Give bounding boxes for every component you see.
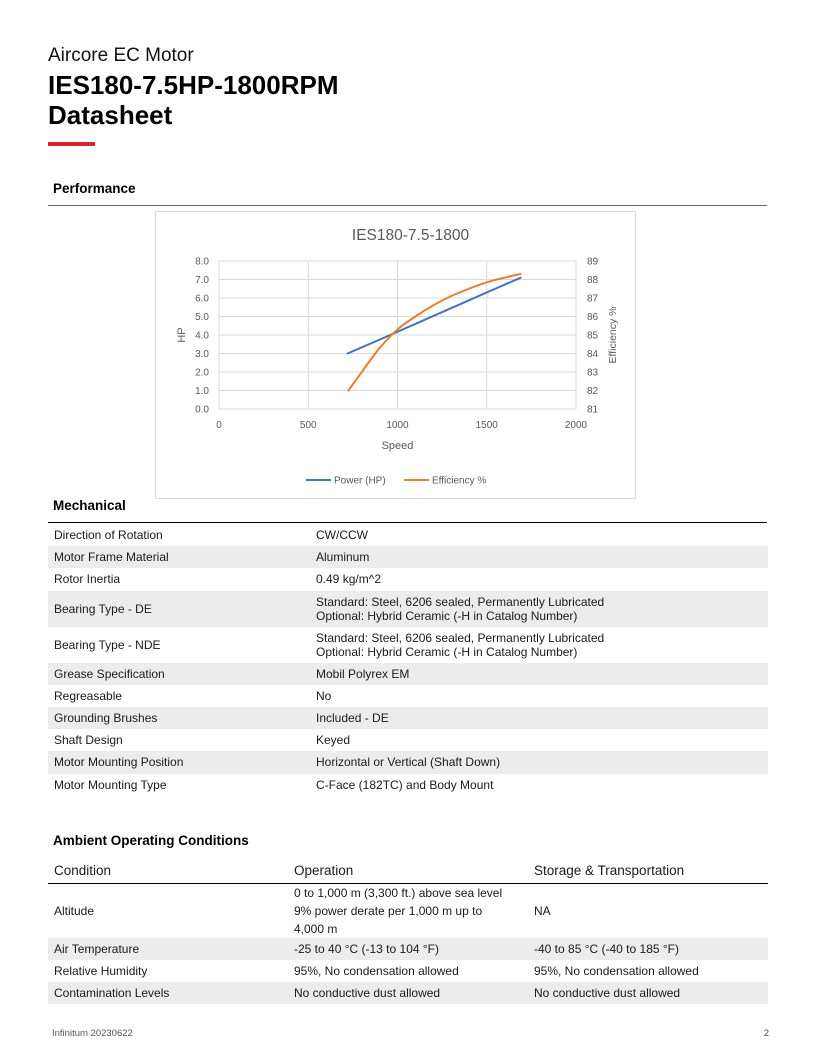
spec-label: Motor Frame Material [48, 546, 310, 568]
legend-label: Power (HP) [334, 475, 386, 487]
table-row [48, 663, 768, 685]
condition-cell: Contamination Levels [48, 982, 288, 1004]
table-row [48, 960, 768, 982]
table-row [48, 774, 768, 796]
table-row [48, 883, 768, 938]
spec-value-line: Aluminum [316, 550, 370, 565]
mechanical-table [48, 524, 768, 796]
table-row [48, 627, 768, 663]
spec-value [310, 663, 768, 685]
spec-value [310, 591, 768, 627]
x-tick-label: 1500 [475, 420, 498, 431]
storage-cell: 95%, No condensation allowed [534, 963, 699, 978]
series-line-efficiency [348, 274, 520, 391]
spec-label: Direction of Rotation [54, 528, 163, 543]
y2-axis-label: Efficiency % [607, 306, 619, 364]
title-line-1: IES180-7.5HP-1800RPM [48, 70, 339, 100]
spec-value-line: CW/CCW [316, 528, 368, 543]
spec-value-line: Keyed [316, 733, 351, 748]
section-heading-mechanical: Mechanical [53, 498, 126, 513]
y-tick-label: 7.0 [195, 275, 209, 286]
ambient-table [48, 859, 768, 1004]
table-row [48, 591, 768, 627]
operation-line: No conductive dust allowed [294, 985, 441, 1000]
spec-label: Regreasable [54, 688, 123, 703]
spec-value [310, 568, 768, 590]
performance-chart [155, 211, 636, 499]
x-tick-label: 1000 [386, 420, 409, 431]
title-accent-bar [48, 142, 95, 146]
spec-value-line: Mobil Polyrex EM [316, 666, 410, 681]
spec-value-line: No [316, 688, 332, 703]
x-axis-label: Speed [381, 440, 414, 452]
spec-label: Grease Specification [48, 663, 310, 685]
y2-tick-label: 81 [587, 404, 599, 416]
x-tick-label: 0 [216, 420, 222, 431]
condition-cell: Air Temperature [48, 938, 288, 960]
table-row [48, 982, 768, 1004]
column-header: Operation [288, 859, 528, 883]
section-heading-ambient: Ambient Operating Conditions [53, 833, 249, 848]
operation-line: 0 to 1,000 m (3,300 ft.) above sea level [294, 885, 503, 900]
spec-label: Grounding Brushes [48, 707, 310, 729]
spec-value [310, 524, 768, 546]
y-tick-label: 8.0 [195, 256, 209, 268]
y2-tick-label: 89 [587, 256, 599, 268]
footer-label: Infinitum 20230622 [52, 1028, 133, 1039]
table-row [48, 685, 768, 707]
y-axis-label: HP [176, 327, 188, 343]
spec-label: Rotor Inertia [54, 572, 121, 587]
table-row [48, 524, 768, 546]
column-header: Storage & Transportation [528, 859, 768, 883]
spec-value [310, 685, 768, 707]
y2-tick-label: 85 [587, 330, 599, 342]
pre-title: Aircore EC Motor [48, 45, 194, 66]
spec-label: Motor Mounting Type [54, 777, 167, 792]
y2-tick-label: 88 [587, 275, 599, 286]
spec-value-line: Horizontal or Vertical (Shaft Down) [316, 755, 501, 770]
page-number: 2 [763, 1028, 769, 1039]
spec-value-line: Standard: Steel, 6206 sealed, Permanently Lubricated [316, 594, 605, 609]
section-rule [48, 522, 767, 523]
spec-value [310, 627, 768, 663]
spec-value [310, 707, 768, 729]
x-tick-label: 500 [299, 420, 317, 431]
spec-value-line: Optional: Hybrid Ceramic (-H in Catalog Number) [316, 644, 578, 659]
operation-line: 95%, No condensation allowed [294, 963, 459, 978]
spec-value [310, 546, 768, 568]
spec-value [310, 774, 768, 796]
operation-cell [288, 883, 528, 938]
spec-label: Bearing Type - NDE [54, 637, 161, 652]
section-rule [48, 205, 767, 206]
y2-tick-label: 84 [587, 349, 599, 360]
chart-svg [156, 212, 637, 500]
table-row [48, 729, 768, 751]
condition-cell: Relative Humidity [54, 963, 148, 978]
y-tick-label: 1.0 [195, 386, 209, 397]
table-row [48, 707, 768, 729]
operation-cell [288, 938, 528, 960]
table-header-row [48, 859, 768, 883]
y-tick-label: 6.0 [195, 293, 209, 305]
operation-cell [288, 982, 528, 1004]
page-title [48, 70, 338, 130]
legend-label: Efficiency % [432, 475, 487, 487]
y-tick-label: 3.0 [195, 349, 209, 360]
spec-label: Motor Mounting Position [48, 751, 310, 773]
y-tick-label: 4.0 [195, 330, 209, 342]
operation-line: -25 to 40 °C (-13 to 104 °F) [294, 941, 439, 956]
spec-value-line: 0.49 kg/m^2 [316, 572, 381, 587]
table-row [48, 546, 768, 568]
spec-value [310, 751, 768, 773]
operation-line: 4,000 m [294, 921, 338, 936]
spec-label: Shaft Design [54, 733, 123, 748]
series-line-power [348, 278, 521, 354]
table-row [48, 751, 768, 773]
y-tick-label: 5.0 [195, 312, 209, 323]
title-line-2: Datasheet [48, 100, 173, 130]
storage-cell: -40 to 85 °C (-40 to 185 °F) [528, 938, 768, 960]
table-row [48, 568, 768, 590]
y-tick-label: 0.0 [195, 404, 209, 416]
y2-tick-label: 82 [587, 386, 599, 397]
table-row [48, 938, 768, 960]
storage-cell: NA [534, 903, 551, 918]
column-header: Condition [48, 859, 288, 883]
y2-tick-label: 86 [587, 312, 599, 323]
x-tick-label: 2000 [564, 420, 588, 431]
operation-line: 9% power derate per 1,000 m up to [294, 903, 483, 918]
operation-cell [288, 960, 528, 982]
section-heading-performance: Performance [53, 181, 136, 196]
spec-label: Bearing Type - DE [48, 591, 310, 627]
y2-tick-label: 87 [587, 293, 599, 305]
storage-cell: No conductive dust allowed [528, 982, 768, 1004]
spec-value-line: Included - DE [316, 711, 389, 726]
y2-tick-label: 83 [587, 367, 599, 379]
spec-value-line: Optional: Hybrid Ceramic (-H in Catalog Number) [316, 608, 578, 623]
spec-value-line: Standard: Steel, 6206 sealed, Permanently Lubricated [316, 630, 605, 645]
condition-cell: Altitude [54, 903, 95, 918]
y-tick-label: 2.0 [195, 367, 209, 379]
chart-title: IES180-7.5-1800 [351, 227, 470, 244]
spec-value [310, 729, 768, 751]
spec-value-line: C-Face (182TC) and Body Mount [316, 777, 494, 792]
